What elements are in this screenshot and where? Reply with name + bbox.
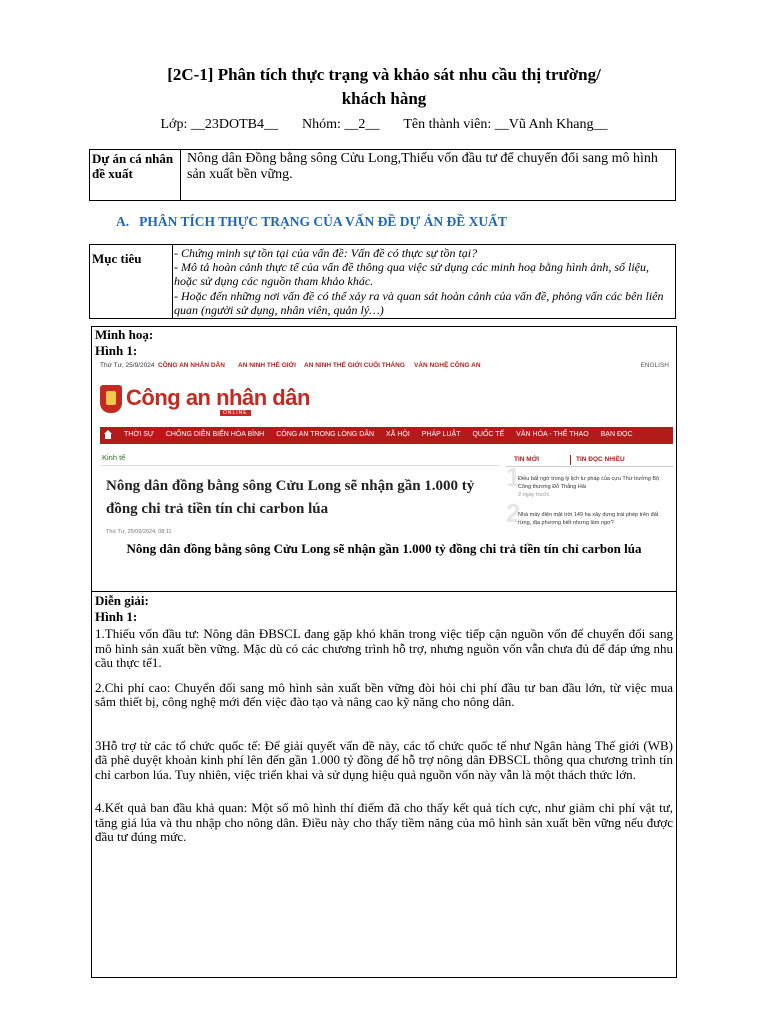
nav-item[interactable]: PHÁP LUẬT — [421, 431, 461, 438]
site-navbar — [100, 427, 673, 444]
emblem-icon — [100, 385, 122, 413]
news-screenshot — [96, 359, 673, 541]
section-a-title: PHÂN TÍCH THỰC TRẠNG CỦA VẤN ĐỀ DỰ ÁN ĐỀ XUẤT — [139, 214, 507, 229]
article-category[interactable]: Kinh tế — [102, 453, 126, 462]
news-tabs — [506, 453, 673, 467]
tab-new[interactable]: TIN MỚI — [514, 456, 540, 463]
logo-subtext: ONLINE — [220, 410, 251, 416]
member-label: Tên thành viên: __Vũ Anh Khang__ — [403, 117, 608, 132]
nav-item[interactable]: VĂN HÓA - THỂ THAO — [516, 431, 589, 438]
nav-item[interactable]: QUỐC TẾ — [472, 431, 505, 438]
class-label: Lớp: __23DOTB4__ — [160, 117, 278, 132]
logo-text: Công an nhân dân — [126, 385, 310, 410]
tab-popular[interactable]: TIN ĐỌC NHIỀU — [576, 456, 625, 463]
language-link[interactable]: ENGLISH — [640, 362, 669, 369]
tab-separator — [570, 455, 571, 465]
top-link[interactable]: VĂN NGHỆ CÔNG AN — [414, 362, 481, 369]
nav-items — [124, 431, 643, 438]
illustration-box — [91, 326, 677, 592]
objective-item: - Chứng minh sự tồn tại của vấn đề: Vấn đề có thực sự tồn tại? — [174, 246, 478, 260]
section-a-heading — [116, 214, 507, 230]
figure-caption: Nông dân đồng bằng sông Cửu Long sẽ nhận gần 1.000 tỷ đồng chi trả tiền tín chỉ carbon lúa — [126, 541, 642, 556]
news-title: Nhà máy điện mặt trời 149 ha xây dựng trái phép trên đất rừng, địa phương biết nhưng làm ngơ? — [518, 512, 659, 526]
news-item[interactable] — [506, 462, 673, 499]
section-a-number: A. — [116, 214, 130, 229]
site-logo[interactable] — [100, 379, 310, 421]
news-date: Thứ Tư, 25/9/2024 — [100, 362, 155, 369]
document-title-line2: khách hàng — [341, 89, 427, 108]
explanation-paragraph: 2.Chi phí cao: Chuyển đổi sang mô hình sản xuất bền vững đòi hỏi chi phí đầu tư ban đầu lớn, từ việc mua sắm thiết bị, công nghệ mới đến việc đào tạo và nâng cao kỹ năng cho nông dân. — [95, 679, 673, 709]
explanation-box — [91, 591, 677, 978]
explanation-paragraph: 4.Kết quả ban đầu khả quan: Một số mô hình thí điểm đã cho thấy kết quả tích cực, như giảm chi phí vật tư, tăng giá lúa và thu nhập cho nông dân. Điều này cho thấy tiềm năng của mô hình sản xuất bền vững nếu được đầu tư đúng mức. — [95, 800, 673, 844]
news-rank: 1 — [506, 462, 521, 492]
document-title-line1: [2C-1] Phân tích thực trạng và khảo sát nhu cầu thị trường/ — [167, 65, 601, 84]
top-link[interactable]: AN NINH THẾ GIỚI CUỐI THÁNG — [304, 362, 405, 369]
home-icon[interactable] — [103, 430, 113, 440]
explanation-figure-label: Hình 1: — [95, 609, 138, 624]
project-value: Nông dân Đồng bằng sông Cửu Long,Thiếu vốn đầu tư để chuyển đổi sang mô hình sản xuất bền vững. — [181, 150, 676, 201]
news-title: Điều bất ngờ trong lý lịch tư pháp của cựu Thứ trưởng Bộ Công thương Đỗ Thắng Hải — [518, 476, 660, 490]
nav-item[interactable]: CHỐNG DIỄN BIẾN HÒA BÌNH — [165, 431, 265, 438]
news-rank: 2 — [506, 498, 521, 528]
nav-item[interactable]: XÃ HỘI — [386, 431, 410, 438]
news-time: 2 ngày trước — [518, 492, 550, 498]
nav-item[interactable]: CÔNG AN TRONG LÒNG DÂN — [276, 431, 375, 438]
document-meta — [0, 116, 768, 134]
news-topbar — [96, 359, 673, 373]
objectives-table — [89, 244, 676, 319]
illustration-label: Minh hoạ: — [95, 327, 154, 342]
illustration-figure-label: Hình 1: — [95, 343, 138, 358]
article-date: Thứ Tư, 25/09/2024, 08:11 — [106, 529, 172, 535]
nav-item[interactable]: THỜI SỰ — [124, 431, 154, 438]
explanation-paragraph: 1.Thiếu vốn đầu tư: Nông dân ĐBSCL đang gặp khó khăn trong việc tiếp cận nguồn vốn để chuyển đổi sang mô hình sản xuất bền vững. Mặc dù có các chương trình hỗ trợ, nhưng nguồn vốn vẫn chưa đủ để đáp ứng nhu cầu thực tế1. — [95, 626, 673, 670]
nav-item[interactable]: BẠN ĐỌC — [600, 431, 633, 438]
article-headline[interactable]: Nông dân đồng bằng sông Cửu Long sẽ nhận gần 1.000 tỷ đồng chi trả tiền tín chỉ carbon lúa — [106, 478, 475, 517]
objective-item: - Mô tả hoàn cảnh thực tế của vấn đề thông qua việc sử dụng các minh hoạ bằng hình ảnh, số liệu, hoặc sử dụng các nguồn tham khảo khác. — [174, 260, 650, 289]
divider — [100, 465, 500, 466]
top-link[interactable]: CÔNG AN NHÂN DÂN — [158, 362, 225, 369]
objectives-content — [173, 245, 676, 319]
objective-item: - Hoặc đến những nơi vấn đề có thể xảy ra và quan sát hoàn cảnh của vấn đề, phỏng vấn các bên liên quan (người sử dụng, nhân viên, quản lý…) — [174, 288, 664, 317]
explanation-paragraph: 3Hỗ trợ từ các tổ chức quốc tế: Để giải quyết vấn đề này, các tổ chức quốc tế như Ngân hàng Thế giới (WB) đã phê duyệt khoản kinh phí lên đến gần 1.000 tỷ đồng để hỗ trợ nông dân ĐBSCL thông qua chương trình tín chỉ carbon lúa. Tuy nhiên, việc triển khai và sử dụng hiệu quả nguồn vốn này vẫn là một thách thức lớn. — [95, 737, 673, 782]
top-link[interactable]: AN NINH THẾ GIỚI — [238, 362, 296, 369]
objectives-label: Mục tiêu — [90, 245, 173, 319]
group-label: Nhóm: __2__ — [301, 117, 380, 132]
explanation-label: Diễn giải: — [95, 593, 149, 608]
project-table — [89, 149, 676, 201]
news-item[interactable] — [506, 498, 673, 528]
project-label: Dự án cá nhân đề xuất — [90, 150, 181, 201]
